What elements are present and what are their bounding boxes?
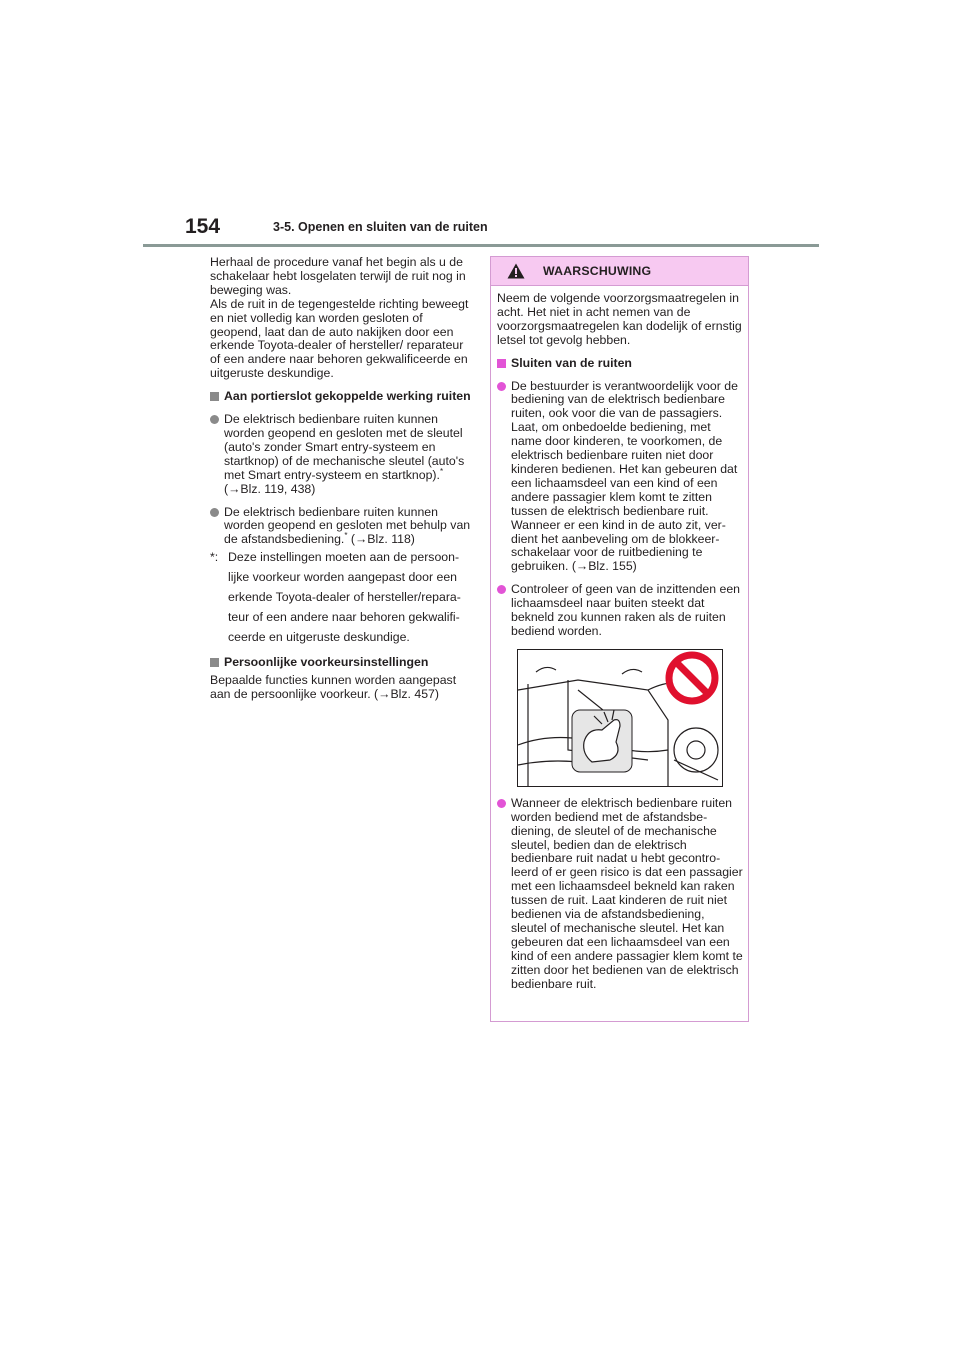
round-bullet-icon [497,799,506,808]
footnote [210,547,472,647]
section-title: 3-5. Openen en sluiten van de ruiten [273,220,488,234]
round-bullet-icon [210,415,219,424]
illustration-hand-in-window [517,649,723,787]
warning-box [490,256,749,1022]
page-reference: (→Blz. 119, 438) [224,481,316,496]
list-item [497,797,743,992]
page-reference: (→Blz. 118) [347,532,415,547]
heading-door-lock-linked [210,390,472,404]
footnote-mark: *: [210,550,219,565]
footnote-star: * [439,466,444,476]
prohibition-icon [669,655,715,701]
round-bullet-icon [210,508,219,517]
intro-paragraph: Herhaal de procedure vanaf het begin als u de schakelaar hebt losgelaten terwijl de ruit nog in beweging was. [210,255,466,297]
warning-header [491,257,748,286]
bullet-text: De elektrisch bedienbare ruiten kunnen worden geopend en gesloten met behulp van de afstandsbediening. [224,504,471,547]
list-item [497,380,743,575]
warning-title: WAARSCHUWING [543,264,652,278]
round-bullet-icon [497,382,506,391]
warning-intro: Neem de volgende voorzorgsmaatregelen in acht. Het niet in acht nemen van de voorzorgsmaatregelen kan dodelijk of ernstig letsel tot gevolg hebben. [497,291,742,347]
page-header [143,214,819,248]
list-item [210,506,472,548]
heading-text: Persoonlijke voorkeursinstellingen [224,655,429,670]
bullet-text: Wanneer de elektrisch bedienbare ruiten worden bediend met de afstandsbediening, de sleutel of de mechanische sleutel, bedien dan de elektrisch bedienbare ruit nadat u hebt gecontroleerd of er geen risico is dat een passagier met een lichaamsdeel bekneld kan raken tussen de ruit. Laat kinderen de ruit niet bedienen via de afstandsbediening, sleutel of mechanische sleutel. Het kan gebeuren dat een lichaamsdeel van een kind of een andere passagier klem komt te zitten door het bedienen van de elektrisch bedienbare ruit. [511,795,743,991]
bullet-text: De bestuurder is verantwoordelijk voor de bediening van de elektrisch bedienbare ruiten, ook voor die van de passagiers. Laat, om onbedoelde bediening, met name door kinderen, te voorkomen, de elektrisch bedienbare ruiten niet door kinderen bedienen. Het kan gebeuren dat een lichaamsdeel van een kind of een andere passagier klem komt te zitten tussen de elektrisch bedienbare ruit. Wanneer er een kind in de auto zit, verdient het aanbeveling om de blokkeerschakelaar voor de ruitbediening te gebruiken. (→Blz. 155) [511,378,738,574]
bullet-text: Controleer of geen van de inzittenden een lichaamsdeel naar buiten steekt dat bekneld zou kunnen raken als de ruiten bediend worden. [511,582,741,638]
heading-personal-settings [210,656,472,670]
round-bullet-icon [497,585,506,594]
settings-paragraph: Bepaalde functies kunnen worden aangepast aan de persoonlijke voorkeur. (→Blz. 457) [210,673,457,702]
heading-closing-windows [497,357,743,371]
footnote-text: Deze instellingen moeten aan de persoonlijke voorkeur worden aangepast door een erkende Toyota-dealer of hersteller/reparateur of een andere naar behoren gekwalificeerde en uitgeruste deskundige. [228,550,461,645]
heading-text: Sluiten van de ruiten [511,355,632,370]
car-window-illustration [518,650,722,786]
list-item [210,413,472,496]
intro-paragraph-2: Als de ruit in de tegengestelde richting beweegt en niet volledig kan worden gesloten of geopend, laat dan de auto nakijken door een erkende Toyota-dealer of hersteller/ reparateur of een andere naar behoren gekwalificeerde en uitgeruste deskundige. [210,296,469,381]
page-number: 154 [185,215,221,238]
warning-triangle-icon [507,263,525,279]
header-rule [143,244,819,247]
square-bullet-icon [210,392,219,401]
left-column [210,256,472,702]
footnote-star: * [344,531,348,541]
warning-body [497,292,743,992]
square-bullet-icon [210,658,219,667]
heading-text: Aan portierslot gekoppelde werking ruiten [224,389,471,404]
square-bullet-icon [497,359,506,368]
bullet-text: De elektrisch bedienbare ruiten kunnen worden geopend en gesloten met de sleutel (auto's zonder Smart entry-systeem en startknop) of de mechanische sleutel (auto's met Smart entry-systeem en startknop). [224,412,465,482]
list-item [497,583,743,639]
